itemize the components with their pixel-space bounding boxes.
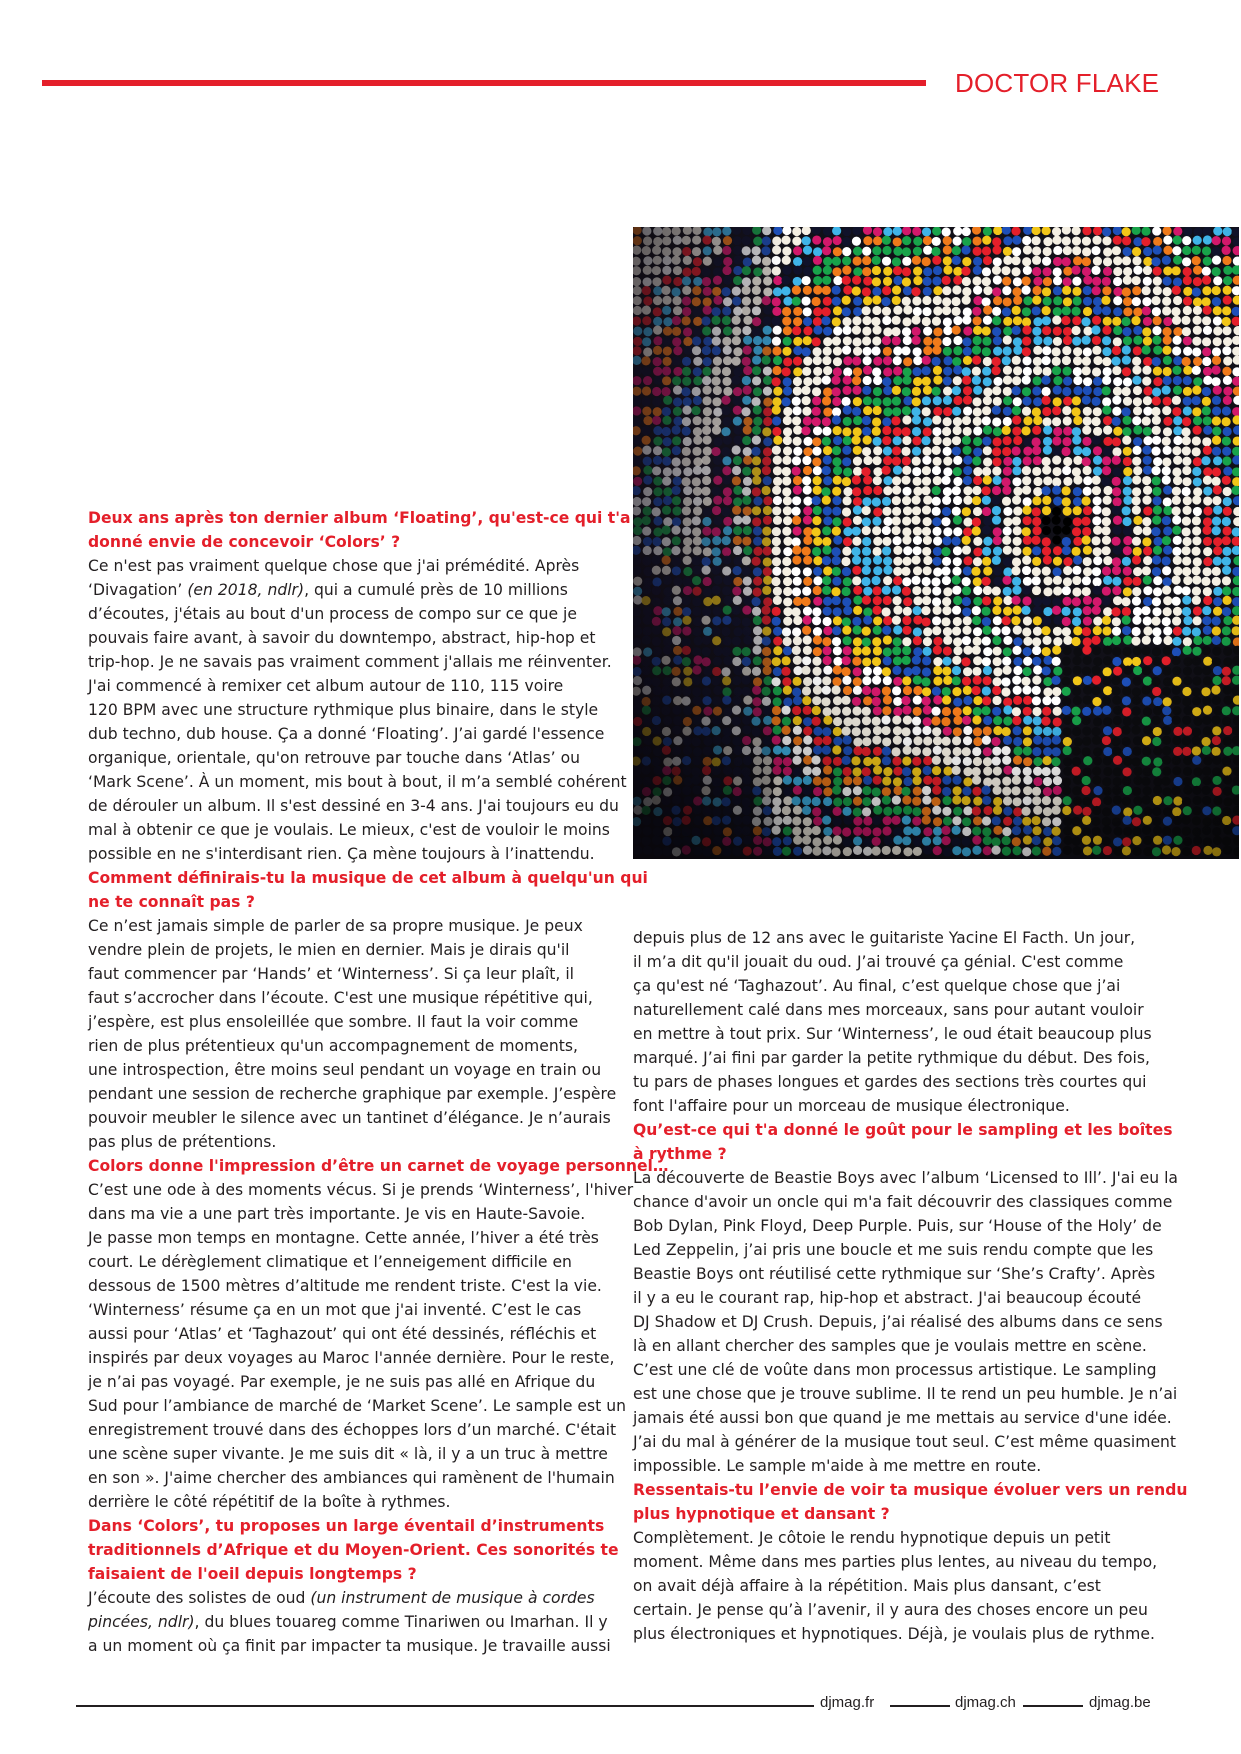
answer-line: tu pars de phases longues et gardes des sections très courtes qui xyxy=(633,1073,1147,1091)
text-run: , qui a cumulé près de 10 millions xyxy=(304,581,568,599)
answer-line: faut s’accrocher dans l’écoute. C'est une musique répétitive qui, xyxy=(88,989,593,1007)
answer-line: C’est une ode à des moments vécus. Si je prends ‘Winterness’, l'hiver xyxy=(88,1181,634,1199)
text-run: , du blues touareg comme Tinariwen ou Imarhan. Il y xyxy=(194,1613,608,1631)
answer-line: pouvais faire avant, à savoir du downtempo, abstract, hip-hop et xyxy=(88,629,596,647)
question-line: traditionnels d’Afrique et du Moyen-Orient. Ces sonorités te xyxy=(88,1541,619,1559)
answer-4 xyxy=(88,1586,628,1658)
answer-line: Bob Dylan, Pink Floyd, Deep Purple. Puis, sur ‘House of the Holy’ de xyxy=(633,1217,1162,1235)
question-5 xyxy=(633,1118,1193,1166)
answer-line: il m’a dit qu'il jouait du oud. J’ai trouvé ça génial. C'est comme xyxy=(633,953,1124,971)
answer-line: ‘Mark Scene’. À un moment, mis bout à bout, il m’a semblé cohérent xyxy=(88,773,627,791)
answer-line: depuis plus de 12 ans avec le guitariste Yacine El Facth. Un jour, xyxy=(633,929,1136,947)
section-title: DOCTOR FLAKE xyxy=(955,68,1160,98)
question-line: Dans ‘Colors’, tu proposes un large éventail d’instruments xyxy=(88,1517,605,1535)
answer-line: court. Le dérèglement climatique et l’enneigement difficile en xyxy=(88,1253,572,1271)
answer-line: font l'affaire pour un morceau de musique électronique. xyxy=(633,1097,1070,1115)
answer-line: Ce n'est pas vraiment quelque chose que j'ai prémédité. Après xyxy=(88,557,580,575)
answer-line: en son ». J'aime chercher des ambiances qui ramènent de l'humain xyxy=(88,1469,615,1487)
answer-line: j’espère, est plus ensoleillée que sombre. Il faut la voir comme xyxy=(88,1013,579,1031)
answer-line: derrière le côté répétitif de la boîte à rythmes. xyxy=(88,1493,451,1511)
right-column-continued xyxy=(633,926,1193,1646)
answer-line: Ce n’est jamais simple de parler de sa propre musique. Je peux xyxy=(88,917,583,935)
answer-line: une scène super vivante. Je me suis dit « là, il y a un truc à mettre xyxy=(88,1445,608,1463)
text-run: ‘Divagation’ xyxy=(88,581,188,599)
answer-line: dans ma vie a une part très importante. Je vis en Haute-Savoie. xyxy=(88,1205,586,1223)
question-4 xyxy=(88,1514,628,1586)
answer-line: mal à obtenir ce que je voulais. Le mieux, c'est de vouloir le moins xyxy=(88,821,610,839)
answer-line: une introspection, être moins seul pendant un voyage en train ou xyxy=(88,1061,602,1079)
question-line: ne te connaît pas ? xyxy=(88,893,255,911)
footer-link-djmag-fr[interactable]: djmag.fr xyxy=(820,1694,875,1711)
question-line: Comment définirais-tu la musique de cet album à quelqu'un qui xyxy=(88,869,648,887)
answer-line: rien de plus prétentieux qu'un accompagnement de moments, xyxy=(88,1037,578,1055)
answer-line: ‘Winterness’ résume ça en un mot que j'ai inventé. C’est le cas xyxy=(88,1301,582,1319)
answer-line xyxy=(88,1610,628,1634)
question-2 xyxy=(88,866,648,914)
answer-line: a un moment où ça finit par impacter ta musique. Je travaille aussi xyxy=(88,1637,611,1655)
answer-line: trip-hop. Je ne savais pas vraiment comment j'allais me réinventer. xyxy=(88,653,612,671)
answer-line: vendre plein de projets, le mien en dernier. Mais je dirais qu'il xyxy=(88,941,570,959)
question-1 xyxy=(88,506,631,554)
footer-link-djmag-ch[interactable]: djmag.ch xyxy=(955,1694,1016,1711)
answer-line: Complètement. Je côtoie le rendu hypnotique depuis un petit xyxy=(633,1529,1111,1547)
answer-line: Led Zeppelin, j’ai pris une boucle et me suis rendu compte que les xyxy=(633,1241,1154,1259)
question-line: Deux ans après ton dernier album ‘Floating’, qu'est-ce qui t'a xyxy=(88,509,631,527)
header-rule xyxy=(42,80,926,86)
answer-line: Sud pour l’ambiance de marché de ‘Market Scene’. Le sample est un xyxy=(88,1397,626,1415)
answer-line: Beastie Boys ont réutilisé cette rythmique sur ‘She’s Crafty’. Après xyxy=(633,1265,1156,1283)
answer-line: dessous de 1500 mètres d’altitude me rendent triste. C'est la vie. xyxy=(88,1277,602,1295)
left-column xyxy=(88,506,669,1658)
answer-line: impossible. Le sample m'aide à me mettre en route. xyxy=(633,1457,1042,1475)
question-3 xyxy=(88,1154,669,1178)
answer-line: ça qu'est né ‘Taghazout’. Au final, c’est quelque chose que j’ai xyxy=(633,977,1121,995)
answer-line: pendant une session de recherche graphique par exemple. J’espère xyxy=(88,1085,617,1103)
answer-line: Je passe mon temps en montagne. Cette année, l’hiver a été très xyxy=(88,1229,599,1247)
answer-line xyxy=(88,1586,628,1610)
answer-line: organique, orientale, qu'on retrouve par touche dans ‘Atlas’ ou xyxy=(88,749,581,767)
question-line: Colors donne l'impression d’être un carnet de voyage personnel… xyxy=(88,1157,669,1175)
answer-1 xyxy=(88,554,628,866)
question-line: à rythme ? xyxy=(633,1145,727,1163)
answer-line: je n’ai pas voyagé. Par exemple, je ne suis pas allé en Afrique du xyxy=(88,1373,596,1391)
footer-rule xyxy=(890,1705,950,1707)
editor-note: (en 2018, ndlr) xyxy=(187,581,305,599)
answer-line: aussi pour ‘Atlas’ et ‘Taghazout’ qui ont été dessinés, réfléchis et xyxy=(88,1325,597,1343)
answer-line: là en allant chercher des samples que je voulais mettre en scène. xyxy=(633,1337,1147,1355)
answer-line: J’ai du mal à générer de la musique tout seul. C’est même quasiment xyxy=(633,1433,1177,1451)
answer-line: est une chose que je trouve sublime. Il te rend un peu humble. Je n’ai xyxy=(633,1385,1178,1403)
answer-line: enregistrement trouvé dans des échoppes lors d’un marché. C'était xyxy=(88,1421,617,1439)
answer-line: faut commencer par ‘Hands’ et ‘Winterness’. Si ça leur plaît, il xyxy=(88,965,575,983)
answer-line: 120 BPM avec une structure rythmique plus binaire, dans le style xyxy=(88,701,599,719)
answer-line: en mettre à tout prix. Sur ‘Winterness’, le oud était beaucoup plus xyxy=(633,1025,1152,1043)
question-line: donné envie de concevoir ‘Colors’ ? xyxy=(88,533,401,551)
answer-line: DJ Shadow et DJ Crush. Depuis, j’ai réalisé des albums dans ce sens xyxy=(633,1313,1163,1331)
answer-line: possible en ne s'interdisant rien. Ça mène toujours à l’inattendu. xyxy=(88,845,595,863)
answer-line: d’écoutes, j'étais au bout d'un process de compo sur ce que je xyxy=(88,605,577,623)
answer-line: chance d'avoir un oncle qui m'a fait découvrir des classiques comme xyxy=(633,1193,1173,1211)
answer-line: dub techno, dub house. Ça a donné ‘Floating’. J’ai gardé l'essence xyxy=(88,725,605,743)
answer-line: on avait déjà affaire à la répétition. Mais plus dansant, c’est xyxy=(633,1577,1101,1595)
answer-line: naturellement calé dans mes morceaux, sans pour autant vouloir xyxy=(633,1001,1144,1019)
question-line: faisaient de l'oeil depuis longtemps ? xyxy=(88,1565,417,1583)
question-line: Qu’est-ce qui t'a donné le goût pour le sampling et les boîtes xyxy=(633,1121,1173,1139)
answer-line: marqué. J’ai fini par garder la petite rythmique du début. Des fois, xyxy=(633,1049,1150,1067)
text-run: J’écoute des solistes de oud xyxy=(88,1589,311,1607)
question-6 xyxy=(633,1478,1193,1526)
answer-line: plus électroniques et hypnotiques. Déjà, je voulais plus de rythme. xyxy=(633,1625,1155,1643)
answer-line: moment. Même dans mes parties plus lentes, au niveau du tempo, xyxy=(633,1553,1158,1571)
beadwork-image xyxy=(633,227,1239,859)
question-line: Ressentais-tu l’envie de voir ta musique évoluer vers un rendu xyxy=(633,1481,1188,1499)
footer-link-djmag-be[interactable]: djmag.be xyxy=(1089,1694,1151,1711)
footer-rule xyxy=(76,1705,814,1707)
beadwork-photo xyxy=(633,227,1239,859)
answer-4-continued xyxy=(633,926,1193,1118)
answer-line: pouvoir meubler le silence avec un tantinet d’élégance. Je n’aurais xyxy=(88,1109,611,1127)
answer-line: pas plus de prétentions. xyxy=(88,1133,277,1151)
answer-line xyxy=(88,578,628,602)
answer-line: il y a eu le courant rap, hip-hop et abstract. J'ai beaucoup écouté xyxy=(633,1289,1142,1307)
question-line: plus hypnotique et dansant ? xyxy=(633,1505,890,1523)
footer-rule xyxy=(1023,1705,1083,1707)
answer-5 xyxy=(633,1166,1193,1478)
answer-line: La découverte de Beastie Boys avec l’album ‘Licensed to Ill’. J'ai eu la xyxy=(633,1169,1178,1187)
editor-note: (un instrument de musique à cordes xyxy=(310,1589,595,1607)
answer-3 xyxy=(88,1178,634,1514)
answer-line: de dérouler un album. Il s'est dessiné en 3-4 ans. J'ai toujours eu du xyxy=(88,797,619,815)
answer-6 xyxy=(633,1526,1193,1646)
answer-line: J'ai commencé à remixer cet album autour de 110, 115 voire xyxy=(88,677,564,695)
answer-line: certain. Je pense qu’à l’avenir, il y aura des choses encore un peu xyxy=(633,1601,1148,1619)
answer-line: inspirés par deux voyages au Maroc l'année dernière. Pour le reste, xyxy=(88,1349,615,1367)
editor-note: pincées, ndlr) xyxy=(88,1613,195,1631)
answer-line: C’est une clé de voûte dans mon processus artistique. Le sampling xyxy=(633,1361,1157,1379)
answer-line: jamais été aussi bon que quand je me mettais au service d'une idée. xyxy=(633,1409,1172,1427)
answer-2 xyxy=(88,914,628,1154)
